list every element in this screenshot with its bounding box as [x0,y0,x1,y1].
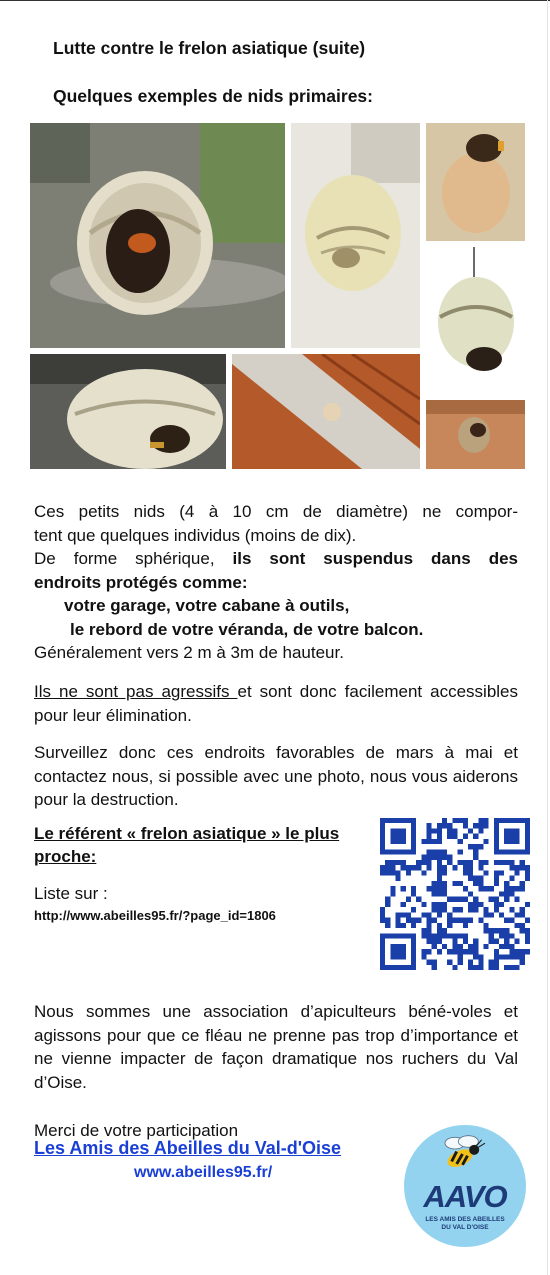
nest-photo-hornet-top [426,123,525,241]
nest-photo-large [30,123,285,348]
nest-description [34,500,518,665]
desc-line-4: endroits protégés comme: [34,572,248,592]
desc-line-3a: De forme sphérique, [34,549,233,568]
nest-photo-bottom-right [426,400,525,469]
desc-line-5: votre garage, votre cabane à outils, [64,596,350,615]
logo-subline-2: DU VAL D'OISE [441,1224,489,1231]
nest-photo-hanging [291,123,420,348]
nest-photo-hornet-middle [426,247,525,394]
referent-heading: Le référent « frelon asiatique » le plus proche: [34,824,340,866]
monitor-paragraph: Surveillez donc ces endroits favorables de mars à mai et contactez nous, si possible avec une photo, nous vous aiderons pour la destruction. [34,743,518,809]
liste-label: Liste sur : [34,884,108,903]
non-aggressive-emphasis: Ils ne sont pas agressifs [34,682,238,701]
logo-name: AAVO [423,1179,507,1214]
non-aggressive-paragraph [34,680,518,727]
right-border [547,0,548,1275]
page-title: Lutte contre le frelon asiatique (suite) [53,38,366,58]
bee-icon [440,1133,490,1175]
desc-line-3b: ils sont suspendus dans des [232,549,518,568]
section-subtitle: Quelques exemples de nids primaires: [53,86,373,106]
non-aggressive-text: et sont donc facilement accessibles pour leur élimination. [34,682,519,725]
nest-photo-bottom-roof [232,354,420,469]
website-link[interactable]: www.abeilles95.fr/ [134,1164,273,1181]
desc-line-2: tent que quelques individus (moins de dix). [34,525,357,545]
top-border [0,0,550,1]
aavo-logo [404,1125,526,1247]
desc-line-1: Ces petits nids (4 à 10 cm de diamètre) ne compor- [34,502,518,521]
qr-code-icon[interactable] [380,818,530,970]
logo-subline-1: LES AMIS DES ABEILLES [425,1216,505,1223]
association-paragraph: Nous sommes une association d’apiculteurs béné-voles et agissons pour que ce fléau ne prenne pas trop d’importance et ne vienne impacter de façon dramatique nos ruchers du Val d’Oise. [34,1002,518,1092]
nest-photo-bottom-left [30,354,226,469]
desc-line-6: le rebord de votre véranda, de votre balcon. [70,619,424,639]
desc-line-7: Généralement vers 2 m à 3m de hauteur. [34,643,344,662]
referent-url[interactable]: http://www.abeilles95.fr/?page_id=1806 [34,908,276,923]
thanks-text: Merci de votre participation [34,1121,239,1140]
desc-line-3 [34,547,518,571]
association-link[interactable]: Les Amis des Abeilles du Val-d'Oise [34,1138,342,1158]
